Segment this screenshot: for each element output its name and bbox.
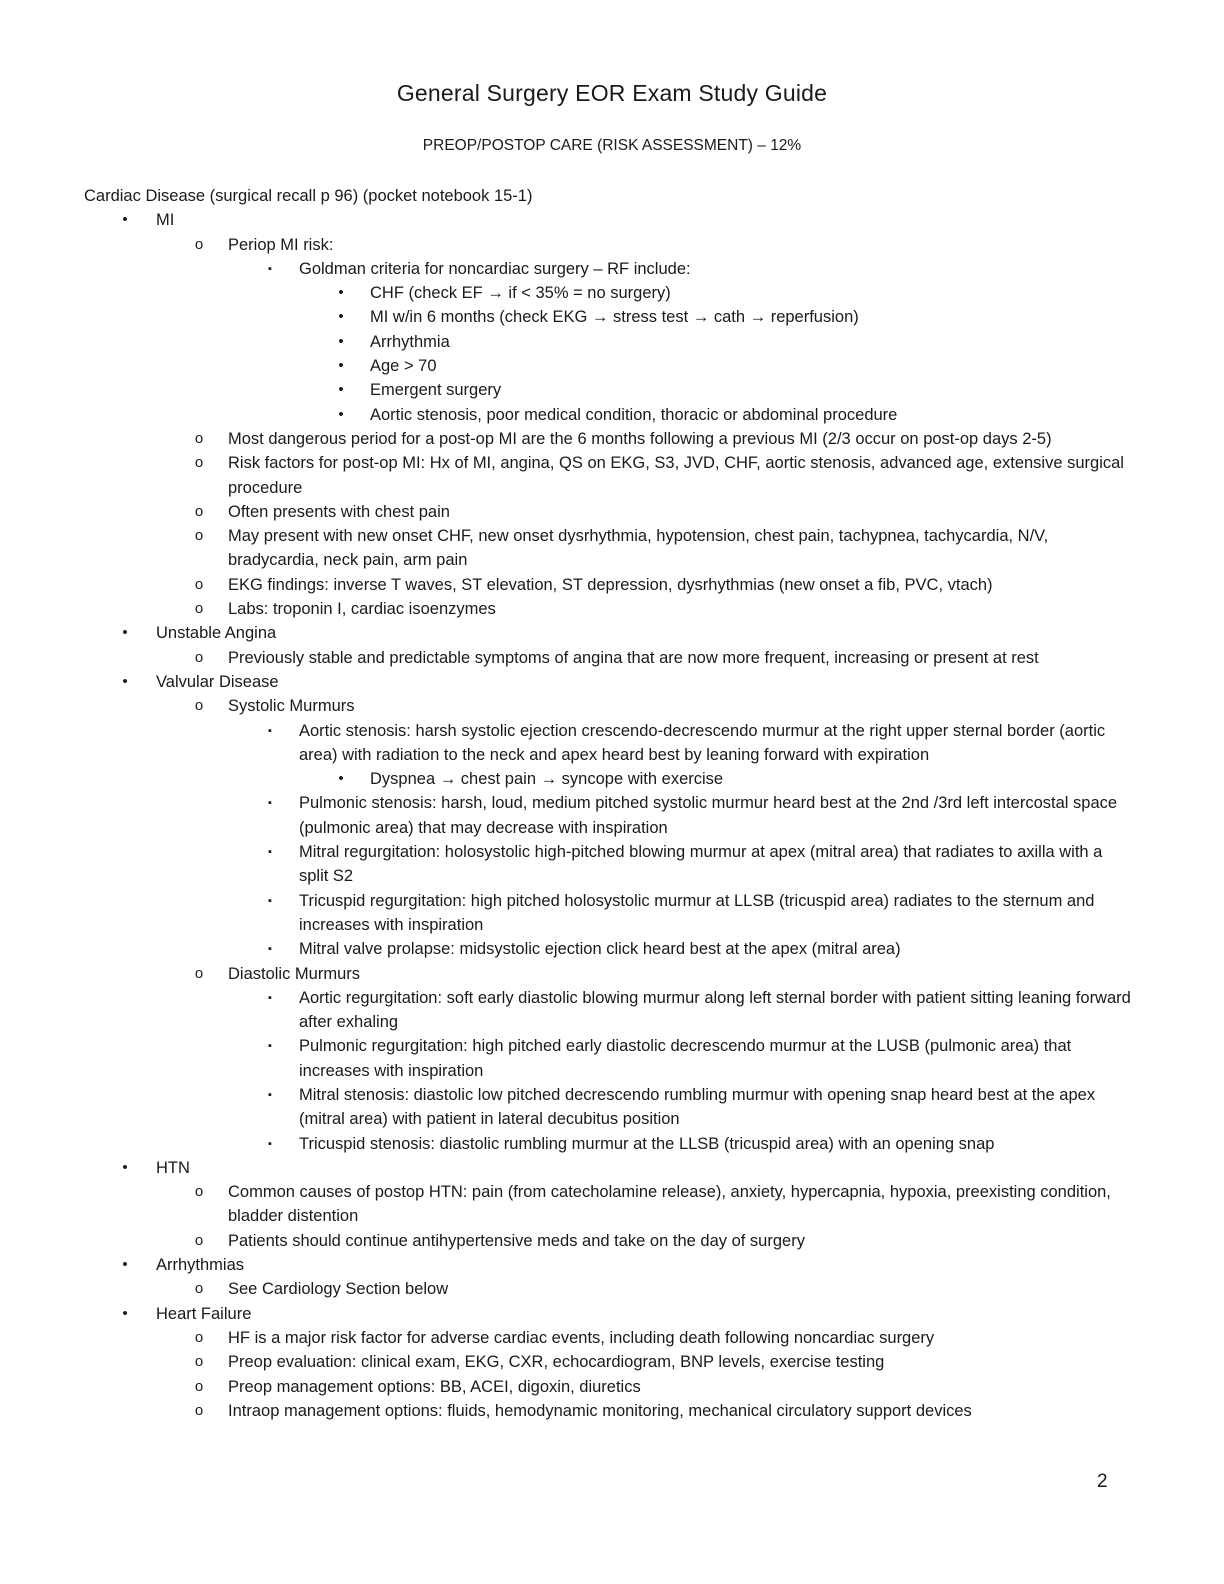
outline-item-text: Pulmonic regurgitation: high pitched early diastolic decrescendo murmur at the LUSB (pulmonic area) that increases with inspiration [299,1037,1072,1080]
bullet-marker: o [194,1328,204,1346]
outline-item-text: Previously stable and predictable symptoms of angina that are now more frequent, increasing or present at rest [228,648,1039,667]
outline-item-text: MI w/in 6 months (check EKG → stress test → cath → reperfusion) [370,308,859,327]
outline-item-text: Patients should continue antihypertensive meds and take on the day of surgery [228,1231,805,1250]
outline-item-text: See Cardiology Section below [228,1280,449,1299]
bullet-marker: o [194,454,204,472]
outline-item [84,694,1134,718]
outline-item-text: Tricuspid stenosis: diastolic rumbling murmur at the LLSB (tricuspid area) with an opening snap [299,1134,995,1153]
outline-item [84,451,1134,500]
outline-item [84,524,1134,573]
outline-item [84,1326,1134,1350]
outline-item-text: Preop evaluation: clinical exam, EKG, CXR, echocardiogram, BNP levels, exercise testing [228,1353,885,1372]
bullet-marker: o [194,648,204,666]
outline-item-text: Cardiac Disease (surgical recall p 96) (pocket notebook 15-1) [84,187,533,205]
outline-item-text: Aortic stenosis: harsh systolic ejection crescendo-decrescendo murmur at the right upper sternal border (aortic area) with radiation to the neck and apex heard best by leaning forward with expiration [299,721,1106,764]
bullet-marker: • [338,405,344,423]
outline-item [84,767,1134,791]
bullet-marker: ▪ [268,991,272,1004]
outline-item [84,1350,1134,1374]
bullet-marker: ▪ [268,1137,272,1150]
outline-item-text: Preop management options: BB, ACEI, digoxin, diuretics [228,1377,641,1396]
outline-item-text: MI [156,211,175,230]
outline-item-text: Emergent surgery [370,381,502,400]
outline-item-text: Age > 70 [370,357,437,376]
outline-item [84,500,1134,524]
outline-item [84,1375,1134,1399]
bullet-marker: • [338,308,344,326]
bullet-marker: • [122,1158,128,1176]
outline-item [84,597,1134,621]
outline-item-text: Heart Failure [156,1304,252,1323]
outline-item [84,378,1134,402]
outline-item [84,670,1134,694]
outline-item [84,889,1134,938]
outline-item [84,208,1134,232]
bullet-marker: ▪ [268,1088,272,1101]
bullet-marker: ▪ [268,846,272,859]
outline-item-text: May present with new onset CHF, new onset dysrhythmia, hypotension, chest pain, tachypnea, tachycardia, N/V, bradycardia, neck pain, arm pain [228,527,1049,570]
section-heading: PREOP/POSTOP CARE (RISK ASSESSMENT) – 12% [422,137,802,154]
outline-item-text: Systolic Murmurs [228,697,355,716]
outline-item-text: Intraop management options: fluids, hemodynamic monitoring, mechanical circulatory support devices [228,1401,972,1420]
document-title: General Surgery EOR Exam Study Guide [396,80,828,106]
outline-item [84,646,1134,670]
bullet-marker: o [194,502,204,520]
outline-item [84,791,1134,840]
bullet-marker: • [122,1256,128,1274]
bullet-marker: o [194,1401,204,1419]
outline-item [84,427,1134,451]
bullet-marker: o [194,527,204,545]
outline-item [84,233,1134,257]
outline-item-text: Aortic stenosis, poor medical condition, thoracic or abdominal procedure [370,405,898,424]
outline-item [84,1277,1134,1301]
outline-item-text: HF is a major risk factor for adverse cardiac events, including death following noncardiac surgery [228,1328,935,1347]
outline-item [84,1180,1134,1229]
outline-item-text: Arrhythmia [370,332,450,351]
bullet-marker: o [194,1231,204,1249]
outline-item-text: HTN [156,1158,190,1177]
outline-item [84,330,1134,354]
bullet-marker: • [338,284,344,302]
bullet-marker: o [194,1280,204,1298]
outline-item [84,1083,1134,1132]
outline-item [84,1302,1134,1326]
bullet-marker: o [194,1353,204,1371]
outline-item [84,305,1134,329]
outline-item [84,1253,1134,1277]
outline-item-text: Mitral stenosis: diastolic low pitched decrescendo rumbling murmur with opening snap heard best at the apex (mitral area) with patient in lateral decubitus position [299,1085,1096,1129]
bullet-marker: ▪ [268,1040,272,1053]
outline-item-text: Arrhythmias [156,1256,245,1275]
outline-item-text: Dyspnea → chest pain → syncope with exercise [370,770,724,789]
outline-item-text: Periop MI risk: [228,235,334,254]
outline-item-text: Mitral valve prolapse: midsystolic ejection click heard best at the apex (mitral area) [299,940,901,959]
outline-item-text: Diastolic Murmurs [228,964,361,983]
outline-item-text: Goldman criteria for noncardiac surgery – RF include: [299,259,691,278]
outline-item-text: Labs: troponin I, cardiac isoenzymes [228,600,496,619]
bullet-marker: o [194,697,204,715]
bullet-marker: o [194,600,204,618]
bullet-marker: o [194,575,204,593]
bullet-marker: • [338,332,344,350]
outline-item [84,403,1134,427]
outline-item-text: Mitral regurgitation: holosystolic high-pitched blowing murmur at apex (mitral area) that radiates to axilla with a split S2 [299,843,1103,886]
outline-item-text: Aortic regurgitation: soft early diastolic blowing murmur along left sternal border with patient sitting leaning forward after exhaling [299,988,1131,1032]
bullet-marker: o [194,429,204,447]
outline-item [84,937,1134,961]
outline-item-text: Risk factors for post-op MI: Hx of MI, angina, QS on EKG, S3, JVD, CHF, aortic stenosis, advanced age, extensive surgical procedure [228,454,1124,497]
bullet-marker: o [194,964,204,982]
bullet-marker: • [338,357,344,375]
outline-item-text: Common causes of postop HTN: pain (from catecholamine release), anxiety, hypercapnia, hypoxia, preexisting condition, bladder distention [228,1183,1111,1226]
bullet-marker: • [122,1304,128,1322]
outline-item [84,184,1134,208]
outline-item [84,621,1134,645]
outline-item-text: Often presents with chest pain [228,502,450,521]
bullet-marker: o [194,1183,204,1201]
bullet-marker: ▪ [268,894,272,907]
outline-item [84,1034,1134,1083]
outline-item [84,354,1134,378]
outline-item [84,840,1134,889]
bullet-marker: ▪ [268,797,272,810]
outline-item-text: Unstable Angina [156,624,277,643]
outline-item-text: EKG findings: inverse T waves, ST elevation, ST depression, dysrhythmias (new onset a fib, PVC, vtach) [228,575,993,594]
page-number: 2 [1097,1471,1108,1492]
outline-item [84,1229,1134,1253]
outline-item [84,281,1134,305]
outline-item [84,962,1134,986]
bullet-marker: • [122,624,128,642]
outline-list [84,184,1134,1423]
outline-item [84,573,1134,597]
outline-item [84,1156,1134,1180]
outline-item [84,986,1134,1035]
outline-item [84,719,1134,768]
bullet-marker: • [122,672,128,690]
outline-item [84,1132,1134,1156]
bullet-marker: ▪ [268,724,272,737]
bullet-marker: • [338,381,344,399]
bullet-marker: ▪ [268,943,272,956]
bullet-marker: ▪ [268,262,272,275]
bullet-marker: o [194,235,204,253]
outline-item-text: CHF (check EF → if < 35% = no surgery) [370,284,671,303]
outline-item-text: Valvular Disease [156,672,279,691]
bullet-marker: • [338,770,344,788]
bullet-marker: • [122,211,128,229]
outline-item [84,257,1134,281]
outline-item-text: Pulmonic stenosis: harsh, loud, medium pitched systolic murmur heard best at the 2nd /3rd left intercostal space (pulmonic area) that may decrease with inspiration [299,794,1118,837]
outline-item-text: Tricuspid regurgitation: high pitched holosystolic murmur at LLSB (tricuspid area) radiates to the sternum and increases with inspiration [299,891,1095,934]
outline-item [84,1399,1134,1423]
outline-item-text: Most dangerous period for a post-op MI are the 6 months following a previous MI (2/3 occur on post-op days 2-5) [228,429,1052,448]
bullet-marker: o [194,1377,204,1395]
